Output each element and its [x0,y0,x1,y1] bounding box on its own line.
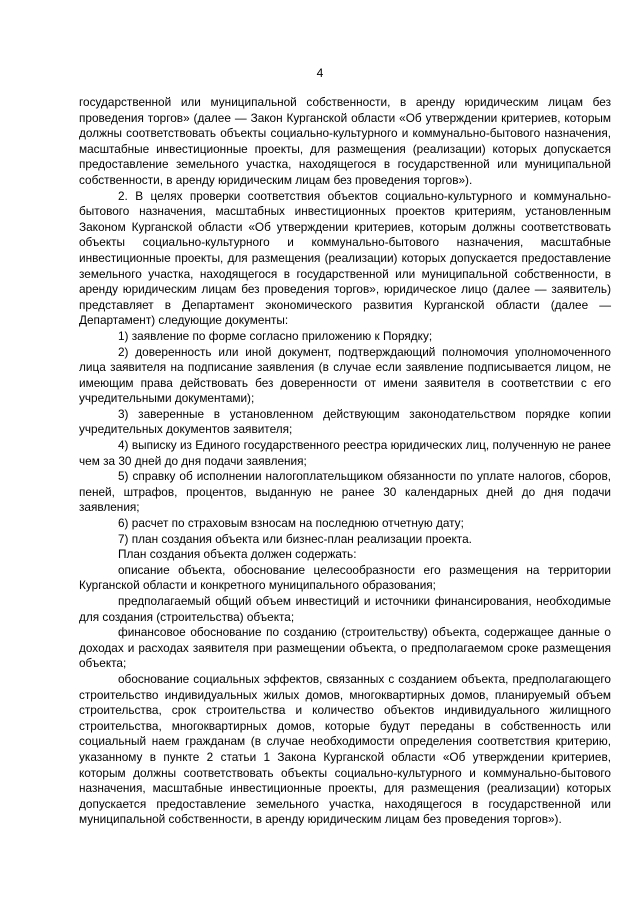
list-item-6: 6) расчет по страховым взносам на последнюю отчетную дату; [118,516,464,531]
plan-item-description: описание объекта, обоснование целесообразности его размещения на территории Курганской области и конкретного муниципального образования; [79,562,611,593]
list-item-3: 3) заверенные в установленном действующим законодательством порядке копии учредительных документов заявителя; [79,406,611,437]
list-item-2: 2) доверенность или иной документ, подтверждающий полномочия уполномоченного лица заявителя на подписание заявления (в случае если заявление подписывается лицом, не имеющим права действовать без доверенности от имени заявителя в соответствии с его учредительными документами); [79,344,611,406]
plan-heading: План создания объекта должен содержать: [118,547,357,562]
plan-item-investment: предполагаемый общий объем инвестиций и источники финансирования, необходимые для создания (строительства) объекта; [79,594,611,624]
list-item-4: 4) выписку из Единого государственного реестра юридических лиц, полученную не ранее чем за 30 дней до дня подачи заявления; [79,438,611,468]
document-body [79,95,611,828]
paragraph-section-2: 2. В целях проверки соответствия объектов социально-культурного и коммунально-бытового назначения, масштабных инвестиционных проектов критериям, установленным Законом Курганской области «Об утверждении критериев, которым должны соответствовать объекты социально-культурного и коммунально-бытового назначения, масштабные инвестиционные проекты, для размещения (реализации) которых допускается предоставление земельного участка, находящегося в государственной или муниципальной собственности, в аренду юридическим лицам без проведения торгов», юридическое лицо (далее — заявитель) представляет в Департамент экономического развития Курганской области (далее — Департамент) следующие документы: [79,188,611,328]
list-item-7: 7) план создания объекта или бизнес-план реализации проекта. [118,531,472,546]
plan-item-financial: финансовое обоснование по созданию (строительству) объекта, содержащее данные о доходах и расходах заявителя при размещении объекта, о предполагаемом сроке размещения объекта; [79,625,611,671]
list-item-1: 1) заявление по форме согласно приложению к Порядку; [118,328,433,343]
list-item-5: 5) справку об исполнении налогоплательщиком обязанности по уплате налогов, сборов, пеней, штрафов, процентов, выданную не ранее 30 календарных дней до дня подачи заявления; [79,469,611,515]
paragraph-continuation: государственной или муниципальной собственности, в аренду юридическим лицам без проведения торгов» (далее — Закон Курганской области «Об утверждении критериев, которым должны соответствовать объекты социально-культурного и коммунально-бытового назначения, масштабные инвестиционные проекты, для размещения (реализации) которых допускается предоставление земельного участка, находящегося в государственной или муниципальной собственности, в аренду юридическим лицам без проведения торгов»). [79,95,611,187]
page-number: 4 [316,66,324,80]
plan-item-social: обоснование социальных эффектов, связанных с созданием объекта, предполагающего строительство индивидуальных жилых домов, многоквартирных домов, планируемый объем строительства, срок строительства и количество объектов индивидуального жилищного строительства, многоквартирных домов, которые будут переданы в собственность или социальный наем гражданам (в случае необходимости определения соответствия критерию, указанному в пункте 2 статьи 1 Закона Курганской области «Об утверждении критериев, которым должны соответствовать объекты социально-культурного и коммунально-бытового назначения, масштабные инвестиционные проекты, для размещения (реализации) которых допускается предоставление земельного участка, находящегося в государственной или муниципальной собственности, в аренду юридическим лицам без проведения торгов»). [79,671,611,827]
